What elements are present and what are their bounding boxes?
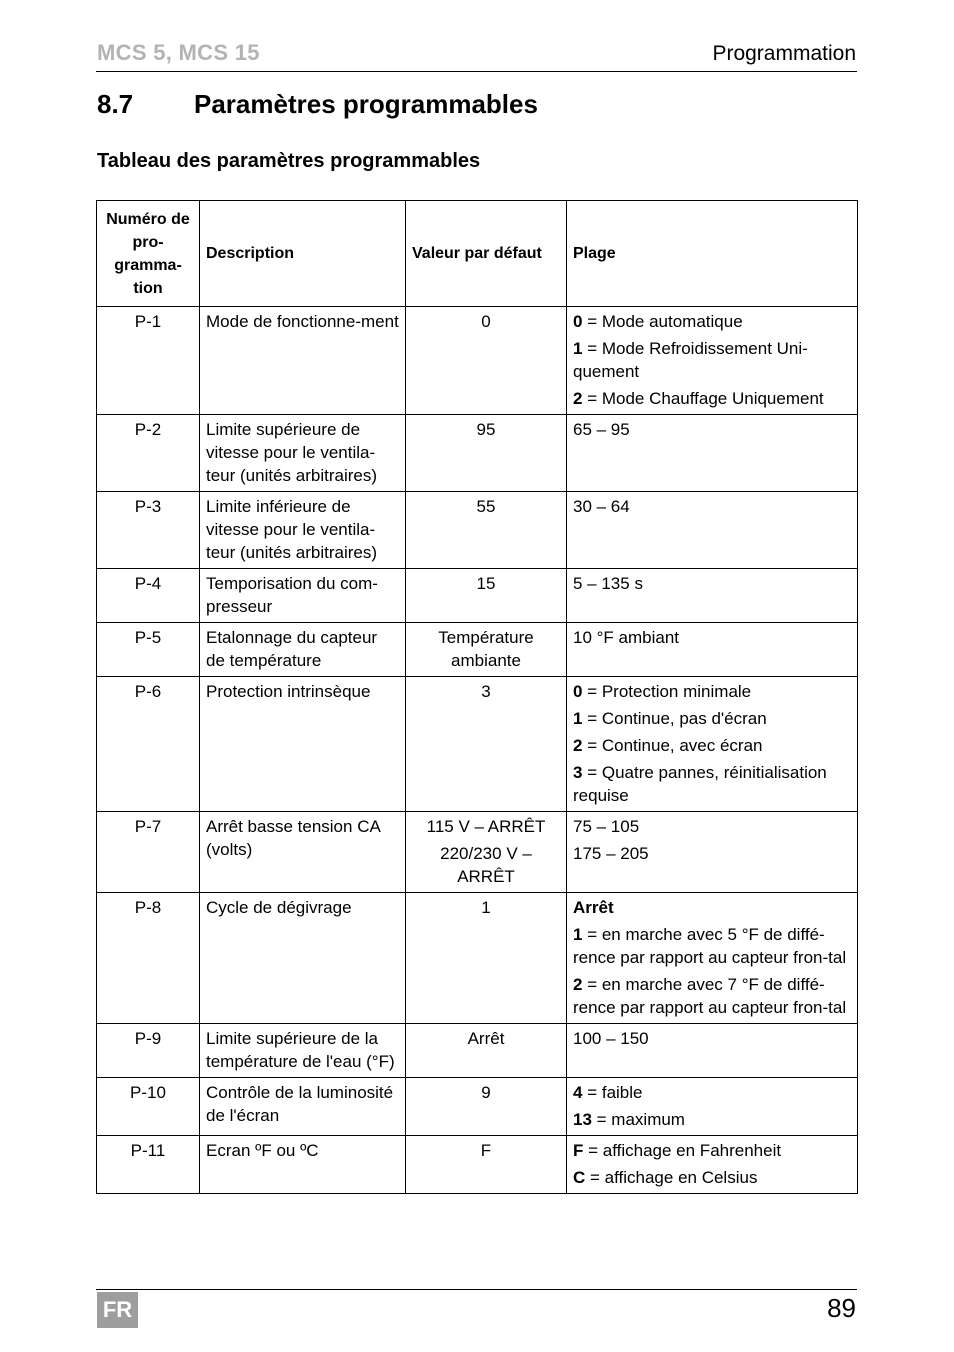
range-option — [573, 896, 851, 919]
parameter-number: P-2 — [97, 415, 200, 492]
table-row — [97, 623, 858, 677]
range-option — [573, 626, 851, 649]
range-option-text: 100 – 150 — [573, 1029, 649, 1048]
table-row — [97, 677, 858, 812]
parameter-description: Limite supérieure de vitesse pour le ventila-teur (unités arbitraires) — [200, 415, 406, 492]
range-option-text: = Continue, avec écran — [582, 736, 763, 755]
parameter-number: P-7 — [97, 812, 200, 893]
default-value: 9 — [481, 1083, 491, 1102]
range-option — [573, 973, 851, 1019]
parameter-default — [406, 893, 567, 1024]
section-title: Paramètres programmables — [194, 89, 538, 119]
header-models: MCS 5, MCS 15 — [97, 40, 260, 65]
parameter-description: Temporisation du com-presseur — [200, 569, 406, 623]
table-row — [97, 1024, 858, 1078]
table-row — [97, 569, 858, 623]
parameter-number: P-4 — [97, 569, 200, 623]
table-row — [97, 415, 858, 492]
default-value: Arrêt — [467, 1029, 505, 1048]
parameter-number: P-8 — [97, 893, 200, 1024]
parameter-range — [567, 1136, 858, 1194]
parameter-range — [567, 569, 858, 623]
range-option — [573, 815, 851, 838]
range-option — [573, 761, 851, 807]
parameter-default — [406, 415, 567, 492]
range-option-key: 2 — [573, 736, 583, 755]
range-option-key: F — [573, 1141, 584, 1160]
range-option-key: 0 — [573, 312, 583, 331]
range-option-text: 10 °F ambiant — [573, 628, 680, 647]
parameter-number: P-10 — [97, 1078, 200, 1136]
parameter-number: P-9 — [97, 1024, 200, 1078]
default-value: 220/230 V – ARRÊT — [440, 844, 532, 886]
range-option-key: 1 — [573, 339, 583, 358]
range-option-text: = Mode Chauffage Uniquement — [582, 389, 824, 408]
range-option-text: = maximum — [591, 1110, 685, 1129]
range-option — [573, 842, 851, 865]
range-option-key: 13 — [573, 1110, 592, 1129]
range-option-text: = en marche avec 5 °F de diffé-rence par rapport au capteur fron-tal — [573, 925, 847, 967]
range-option-text: = Protection minimale — [582, 682, 752, 701]
default-value: 0 — [481, 312, 491, 331]
range-option-text: = affichage en Celsius — [585, 1168, 758, 1187]
parameter-default — [406, 623, 567, 677]
range-option — [573, 734, 851, 757]
default-value: 115 V – ARRÊT — [426, 817, 546, 836]
column-header-default: Valeur par défaut — [406, 201, 567, 307]
parameter-default — [406, 492, 567, 569]
parameter-description: Protection intrinsèque — [200, 677, 406, 812]
language-badge: FR — [97, 1292, 138, 1328]
range-option-text: = Quatre pannes, réinitialisation requise — [573, 763, 827, 805]
range-option — [573, 1166, 851, 1189]
default-value: F — [480, 1141, 492, 1160]
range-option-text: = faible — [582, 1083, 643, 1102]
parameter-range — [567, 812, 858, 893]
default-value: 55 — [476, 497, 496, 516]
range-option-text: = en marche avec 7 °F de diffé-rence par rapport au capteur fron-tal — [573, 975, 847, 1017]
table-row — [97, 492, 858, 569]
range-option — [573, 1027, 851, 1050]
header-chapter: Programmation — [712, 42, 856, 65]
range-option-text: 65 – 95 — [573, 420, 630, 439]
default-value: Température ambiante — [438, 628, 534, 670]
parameter-default — [406, 1078, 567, 1136]
range-option — [573, 418, 851, 441]
column-header-range: Plage — [567, 201, 858, 307]
range-option-text: 175 – 205 — [573, 844, 649, 863]
parameter-description: Mode de fonctionne-ment — [200, 307, 406, 415]
parameter-default — [406, 307, 567, 415]
range-option-text: 75 – 105 — [573, 817, 640, 836]
range-option-text: = Mode automatique — [582, 312, 743, 331]
parameter-default — [406, 1024, 567, 1078]
parameter-range — [567, 492, 858, 569]
range-option-key: 4 — [573, 1083, 583, 1102]
range-option-key: 2 — [573, 975, 583, 994]
parameter-description: Limite supérieure de la température de l'eau (°F) — [200, 1024, 406, 1078]
parameter-description: Etalonnage du capteur de température — [200, 623, 406, 677]
range-option-key: 2 — [573, 389, 583, 408]
range-option-key: 0 — [573, 682, 583, 701]
parameter-range — [567, 1024, 858, 1078]
table-row — [97, 1078, 858, 1136]
parameters-table — [96, 200, 858, 1194]
range-option — [573, 387, 851, 410]
parameter-range — [567, 893, 858, 1024]
page-number: 89 — [827, 1293, 856, 1323]
parameter-number: P-11 — [97, 1136, 200, 1194]
parameter-description: Ecran ºF ou ºC — [200, 1136, 406, 1194]
parameter-default — [406, 677, 567, 812]
parameter-default — [406, 569, 567, 623]
parameter-number: P-3 — [97, 492, 200, 569]
parameter-number: P-1 — [97, 307, 200, 415]
range-option — [573, 923, 851, 969]
table-body — [97, 307, 858, 1194]
range-option-key: C — [573, 1168, 586, 1187]
parameter-default — [406, 1136, 567, 1194]
default-value: 1 — [481, 898, 491, 917]
parameter-description: Arrêt basse tension CA (volts) — [200, 812, 406, 893]
range-option-text: 30 – 64 — [573, 497, 630, 516]
default-value: 3 — [481, 682, 491, 701]
column-header-number: Numéro de pro-gramma-tion — [97, 201, 200, 307]
parameter-range — [567, 623, 858, 677]
table-caption: Tableau des paramètres programmables — [97, 150, 481, 172]
range-option — [573, 337, 851, 383]
parameter-range — [567, 415, 858, 492]
table-row — [97, 1136, 858, 1194]
range-option — [573, 1139, 851, 1162]
default-value: 15 — [476, 574, 496, 593]
range-option-key: 1 — [573, 709, 583, 728]
range-option-key: 3 — [573, 763, 583, 782]
default-value: 95 — [476, 420, 496, 439]
table-row — [97, 893, 858, 1024]
range-option-key: Arrêt — [573, 898, 614, 917]
range-option — [573, 495, 851, 518]
table-row — [97, 307, 858, 415]
parameter-description: Limite inférieure de vitesse pour le ventila-teur (unités arbitraires) — [200, 492, 406, 569]
range-option-key: 1 — [573, 925, 583, 944]
range-option — [573, 1108, 851, 1131]
parameter-range — [567, 307, 858, 415]
range-option — [573, 310, 851, 333]
range-option-text: = Mode Refroidissement Uni-quement — [573, 339, 808, 381]
range-option — [573, 572, 851, 595]
section-number: 8.7 — [97, 89, 134, 119]
range-option-text: = affichage en Fahrenheit — [583, 1141, 782, 1160]
range-option — [573, 1081, 851, 1104]
parameter-default — [406, 812, 567, 893]
parameter-number: P-5 — [97, 623, 200, 677]
range-option — [573, 707, 851, 730]
range-option — [573, 680, 851, 703]
parameter-description: Contrôle de la luminosité de l'écran — [200, 1078, 406, 1136]
range-option-text: = Continue, pas d'écran — [582, 709, 767, 728]
table-row — [97, 812, 858, 893]
parameter-number: P-6 — [97, 677, 200, 812]
range-option-text: 5 – 135 s — [573, 574, 643, 593]
column-header-description: Description — [200, 201, 406, 307]
footer-divider — [96, 1289, 857, 1290]
parameter-range — [567, 1078, 858, 1136]
table-header-row — [97, 201, 858, 307]
header-divider — [96, 71, 857, 72]
parameter-range — [567, 677, 858, 812]
parameter-description: Cycle de dégivrage — [200, 893, 406, 1024]
